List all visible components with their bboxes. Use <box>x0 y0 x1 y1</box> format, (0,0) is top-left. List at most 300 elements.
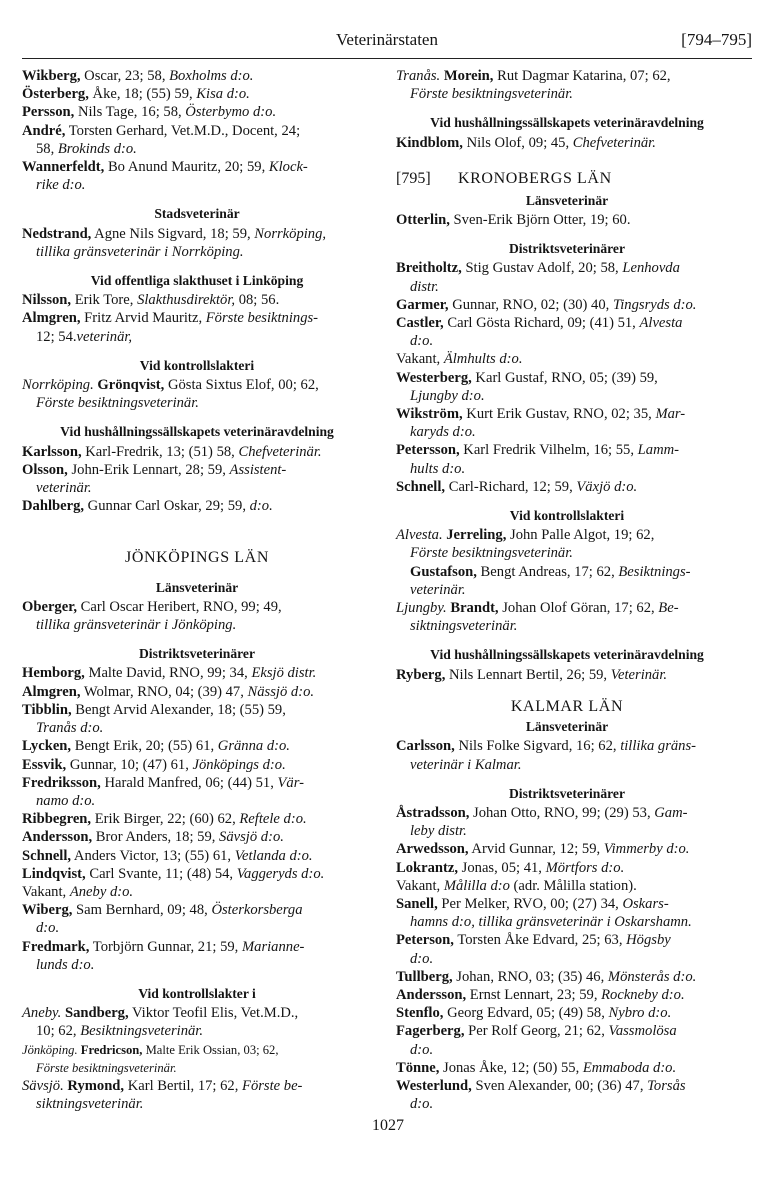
person-name: Lokrantz, <box>396 859 459 876</box>
entry-position: Slakthusdirektör, <box>137 292 236 309</box>
person-name: Wannerfeldt, <box>22 159 105 176</box>
register-entry <box>22 497 372 515</box>
continuation-italic: lunds d:o. <box>36 956 95 973</box>
entry-details: John Palle Algot, 19; 62, <box>506 527 655 544</box>
register-entry <box>396 67 738 103</box>
entry-details: Carl Oscar Heribert, RNO, 99; 49, <box>76 598 282 615</box>
person-name: Dahlberg, <box>22 498 85 515</box>
continuation-italic: Brokinds d:o. <box>57 140 137 157</box>
register-entry <box>396 859 738 877</box>
entry-position: d:o. <box>249 498 273 515</box>
entry-details: Erik Tore, <box>71 292 138 309</box>
section-number: [795] <box>396 169 431 187</box>
person-name: Österberg, <box>22 86 89 103</box>
entry-position: Mönsterås d:o. <box>607 968 697 985</box>
person-name: Sanell, <box>396 895 438 912</box>
entry-details: Erik Birger, 22; (60) 62, <box>91 811 240 828</box>
continuation-italic: Förste besiktningsveterinär. <box>410 86 573 103</box>
person-name: Andersson, <box>396 986 467 1003</box>
register-entry <box>22 756 372 774</box>
continuation-italic: d:o. <box>410 950 434 967</box>
entry-continuation <box>396 1095 738 1113</box>
entry-details: Karl Fredrik Vilhelm, 16; 55, <box>459 442 638 459</box>
person-name: Åstradsson, <box>396 804 470 821</box>
continuation-italic: veterinär. <box>36 480 92 497</box>
person-name: Olsson, <box>22 461 68 478</box>
register-entry <box>22 865 372 883</box>
person-name: Breitholtz, <box>396 260 462 277</box>
entry-position: Norrköping, <box>254 225 327 242</box>
running-title: Veterinärstaten <box>336 30 438 49</box>
person-name: Nedstrand, <box>22 225 92 242</box>
entry-details: Sven-Erik Björn Otter, 19; 60. <box>449 212 631 229</box>
entry-details: Carl Gösta Richard, 09; (41) 51, <box>443 315 640 332</box>
entry-continuation <box>396 1041 738 1059</box>
entry-position: Oskars- <box>622 895 669 912</box>
entry-position: Chefveterinär. <box>238 443 322 460</box>
entry-position: Mar- <box>655 406 686 423</box>
entry-details: Nils Olof, 09; 45, <box>462 134 573 151</box>
entry-position: Vär- <box>277 774 304 791</box>
place-label: Tranås. <box>396 68 441 84</box>
entry-continuation <box>396 756 738 774</box>
continuation-italic: karyds d:o. <box>410 424 476 441</box>
entry-position: Reftele d:o. <box>239 811 307 828</box>
entry-position: tillika gräns- <box>620 738 697 755</box>
register-entry <box>22 1077 372 1113</box>
entry-details: Nils Lennart Bertil, 26; 59, <box>445 666 611 683</box>
entry-position: Marianne- <box>241 938 305 955</box>
continuation-italic: d:o. <box>410 1096 434 1113</box>
running-header <box>22 30 752 56</box>
continuation-italic: leby distr. <box>410 823 467 840</box>
entry-position: Mörtfors d:o. <box>545 859 625 876</box>
person-name: Nilsson, <box>22 292 72 309</box>
continuation-italic: distr. <box>410 278 439 295</box>
person-name: Almgren, <box>22 310 81 327</box>
entry-continuation <box>22 1095 372 1113</box>
entry-position: Växjö d:o. <box>576 478 638 495</box>
person-name: Stenflo, <box>396 1005 444 1022</box>
entry-details: Fritz Arvid Mauritz, <box>80 310 206 327</box>
register-entry <box>22 701 372 737</box>
entry-position: Torsås <box>647 1077 686 1094</box>
register-entry <box>396 895 738 931</box>
entry-details: Bengt Andreas, 17; 62, <box>476 563 619 580</box>
entry-details: Malte Erik Ossian, 03; 62, <box>142 1042 279 1057</box>
entry-continuation <box>396 822 738 840</box>
continuation-italic: siktningsveterinär. <box>410 618 518 635</box>
person-name: André, <box>22 122 66 139</box>
register-entry <box>396 1004 738 1022</box>
continuation-italic: hamns d:o, tillika gränsveterinär i Oskarshamn. <box>410 914 692 931</box>
register-entry <box>22 443 372 461</box>
section-heading: Vid hushållningssällskapets veterinäravdelning <box>60 424 334 440</box>
entry-position: Vetlanda d:o. <box>234 847 313 864</box>
county-section-line <box>396 168 738 190</box>
entry-details-2: 08; 56. <box>235 292 280 309</box>
register-entry <box>396 441 738 477</box>
continuation-italic: Förste besiktningsveterinär. <box>36 395 199 412</box>
entry-position: Boxholms d:o. <box>169 68 254 84</box>
place-label: Norrköping. <box>22 377 94 394</box>
register-entry <box>396 405 738 441</box>
entry-continuation <box>22 328 372 346</box>
entry-position: Be- <box>658 600 679 617</box>
entry-details: Bengt Arvid Alexander, 18; (55) 59, <box>71 701 286 718</box>
entry-details: Ernst Lennart, 23; 59, <box>466 986 602 1003</box>
entry-details: Gunnar Carl Oskar, 29; 59, <box>84 498 250 515</box>
entry-position: Nässjö d:o. <box>247 683 315 700</box>
person-name: Carlsson, <box>396 738 455 755</box>
section-heading: Vid kontrollslakter i <box>138 985 256 1001</box>
header-rule <box>22 58 752 59</box>
entry-details: Per Melker, RVO, 00; (27) 34, <box>437 895 623 912</box>
register-entry <box>396 296 738 314</box>
entry-continuation <box>22 719 372 737</box>
entry-continuation <box>22 243 372 261</box>
register-entry <box>22 291 372 309</box>
entry-position: Nybro d:o. <box>608 1005 672 1022</box>
entry-position: Rockneby d:o. <box>601 986 685 1003</box>
entry-details: Viktor Teofil Elis, Vet.M.D., <box>128 1005 299 1022</box>
entry-details: Georg Edvard, 05; (49) 58, <box>443 1005 609 1022</box>
person-name: Essvik, <box>22 756 67 773</box>
person-name: Otterlin, <box>396 212 450 229</box>
section-heading: Stadsveterinär <box>154 206 240 222</box>
entry-details: Jonas Åke, 12; (50) 55, <box>439 1059 583 1076</box>
person-name: Kindblom, <box>396 134 463 151</box>
entry-details: Nils Folke Sigvard, 16; 62, <box>454 738 621 755</box>
register-entry <box>396 526 738 562</box>
entry-details: Torbjörn Gunnar, 21; 59, <box>89 938 242 955</box>
section-heading: Vid hushållningssällskapets veterinäravdelning <box>430 647 704 663</box>
entry-continuation <box>22 1022 372 1040</box>
register-entry <box>22 883 372 901</box>
register-entry <box>22 810 372 828</box>
entry-position: Aneby d:o. <box>69 883 134 900</box>
entry-continuation <box>396 950 738 968</box>
continuation-text: 12; 54. <box>36 328 77 345</box>
entry-details: Johan Otto, RNO, 99; (29) 53, <box>469 804 655 821</box>
entry-continuation <box>396 581 738 599</box>
entry-details: Per Rolf Georg, 21; 62, <box>464 1023 609 1040</box>
entry-position: Sävsjö d:o. <box>219 829 284 846</box>
entry-position: Målilla d:o <box>443 877 510 894</box>
person-name: Tullberg, <box>396 968 453 985</box>
entry-position: Förste be- <box>242 1077 303 1094</box>
person-name: Hemborg, <box>22 665 85 682</box>
entry-position: Eksjö distr. <box>251 665 317 682</box>
entry-position: Gam- <box>654 804 688 821</box>
continuation-italic: d:o. <box>36 920 60 937</box>
register-entry <box>396 968 738 986</box>
person-name: Arwedsson, <box>396 841 469 858</box>
entry-details: Vakant, <box>22 883 70 900</box>
entry-position: Vimmerby d:o. <box>603 841 690 858</box>
person-name: Fredricson, <box>77 1042 143 1057</box>
entry-details: Gunnar, 10; (47) 61, <box>66 756 193 773</box>
entry-details: Bengt Erik, 20; (55) 61, <box>71 738 218 755</box>
entry-position: Kisa d:o. <box>196 86 250 103</box>
register-entry <box>396 211 738 229</box>
entry-continuation <box>396 913 738 931</box>
register-entry <box>396 478 738 496</box>
person-name: Fagerberg, <box>396 1023 465 1040</box>
entry-continuation <box>22 919 372 937</box>
register-entry <box>22 774 372 810</box>
entry-continuation <box>22 1059 372 1077</box>
continuation-italic: siktningsveterinär. <box>36 1096 144 1113</box>
person-name: Almgren, <box>22 683 81 700</box>
register-entry <box>22 664 372 682</box>
entry-position: Lenhovda <box>622 260 680 277</box>
register-entry <box>22 683 372 701</box>
section-heading: Länsveterinär <box>525 192 609 208</box>
entry-position: Besiktnings- <box>618 563 691 580</box>
place-label: Aneby. <box>22 1005 62 1022</box>
person-name: Ribbegren, <box>22 811 92 828</box>
register-entry <box>22 309 372 345</box>
section-heading: Vid kontrollslakteri <box>139 357 255 373</box>
person-name: Andersson, <box>22 829 93 846</box>
register-entry <box>396 563 738 599</box>
register-entry <box>22 103 372 121</box>
entry-details: John-Erik Lennart, 28; 59, <box>67 461 230 478</box>
register-entry <box>22 1004 372 1040</box>
entry-details: Arvid Gunnar, 12; 59, <box>468 841 604 858</box>
entry-details: Kurt Erik Gustav, RNO, 02; 35, <box>462 406 656 423</box>
entry-details: Gunnar, RNO, 02; (30) 40, <box>448 296 613 313</box>
continuation-italic: veterinär. <box>410 581 466 598</box>
entry-position: Alvesta <box>639 315 683 332</box>
entry-details: Carl Svante, 11; (48) 54, <box>85 865 237 882</box>
entry-position: Vaggeryds d:o. <box>236 865 325 882</box>
entry-details: Bo Anund Mauritz, 20; 59, <box>104 159 269 176</box>
right-column <box>396 67 738 1113</box>
register-entry <box>396 314 738 350</box>
person-name: Garmer, <box>396 296 449 313</box>
entry-position: Chefveterinär. <box>572 134 656 151</box>
person-name: Jerreling, <box>442 527 507 544</box>
register-entry <box>22 225 372 261</box>
left-column <box>22 67 372 1113</box>
register-entry <box>396 804 738 840</box>
entry-continuation <box>22 616 372 634</box>
entry-position: Jönköpings d:o. <box>192 756 286 773</box>
entry-details: Rut Dagmar Katarina, 07; 62, <box>493 68 671 84</box>
register-entry <box>22 67 372 85</box>
entry-continuation <box>396 387 738 405</box>
entry-continuation <box>22 140 372 158</box>
entry-details: Sven Alexander, 00; (36) 47, <box>471 1077 648 1094</box>
entry-details: Anders Victor, 13; (55) 61, <box>71 847 235 864</box>
register-entry <box>396 877 738 895</box>
register-entry <box>396 1022 738 1058</box>
entry-position: Förste besiktnings- <box>205 310 319 327</box>
section-heading: Länsveterinär <box>155 579 239 595</box>
place-label: Sävsjö. <box>22 1077 64 1094</box>
entry-details: Vakant, <box>396 877 444 894</box>
entry-position: Assistent- <box>229 461 287 478</box>
entry-details: Carl-Richard, 12; 59, <box>445 478 577 495</box>
entry-continuation <box>22 792 372 810</box>
register-entry <box>396 369 738 405</box>
entry-details: Åke, 18; (55) 59, <box>88 86 197 103</box>
person-name: Westerlund, <box>396 1077 472 1094</box>
place-label: Alvesta. <box>396 527 443 544</box>
person-name: Ryberg, <box>396 666 446 683</box>
person-name: Sandberg, <box>61 1005 129 1022</box>
entry-details: Malte David, RNO, 99; 34, <box>84 665 252 682</box>
continuation-text: 10; 62, <box>36 1023 81 1040</box>
entry-details: Bror Anders, 18; 59, <box>92 829 220 846</box>
entry-details: Nils Tage, 16; 58, <box>74 104 186 121</box>
section-heading: Distriktsveterinärer <box>508 785 625 801</box>
continuation-italic: veterinär i Kalmar. <box>410 756 522 773</box>
entry-position: Österbymo d:o. <box>185 104 277 121</box>
register-entry <box>396 599 738 635</box>
entry-details: Johan, RNO, 03; (35) 46, <box>452 968 608 985</box>
entry-position: Vassmolösa <box>608 1023 677 1040</box>
register-entry <box>396 666 738 684</box>
entry-position: Klock- <box>268 159 308 176</box>
person-name: Rymond, <box>63 1077 125 1094</box>
entry-position: Lamm- <box>637 442 680 459</box>
person-name: Karlsson, <box>22 443 82 460</box>
register-entry <box>22 376 372 412</box>
person-name: Peterson, <box>396 932 454 949</box>
register-entry <box>22 938 372 974</box>
entry-continuation <box>22 176 372 194</box>
entry-position: Tingsryds d:o. <box>612 296 697 313</box>
continuation-italic: Tranås d:o. <box>36 720 104 737</box>
entry-continuation <box>396 332 738 350</box>
entry-continuation <box>22 956 372 974</box>
register-entry <box>396 986 738 1004</box>
continuation-italic: d:o. <box>410 333 434 350</box>
continuation-italic: d:o. <box>410 1041 434 1058</box>
person-name: Fredriksson, <box>22 774 101 791</box>
person-name: Persson, <box>22 104 75 121</box>
entry-details: Karl-Fredrik, 13; (51) 58, <box>81 443 239 460</box>
section-heading: Vid offentliga slakthuset i Linköping <box>90 273 304 289</box>
register-entry <box>22 158 372 194</box>
register-entry <box>396 737 738 773</box>
continuation-italic: veterinär, <box>76 328 133 345</box>
continuation-text: 58, <box>36 140 58 157</box>
continuation-italic: Besiktningsveterinär. <box>80 1023 203 1040</box>
place-label: Jönköping. <box>22 1042 78 1057</box>
section-heading: Distriktsveterinärer <box>508 241 625 257</box>
register-entry <box>22 122 372 158</box>
entry-details: Johan Olof Göran, 17; 62, <box>498 600 659 617</box>
entry-details: Gösta Sixtus Elof, 00; 62, <box>164 377 319 394</box>
register-entry <box>22 85 372 103</box>
register-entry <box>22 737 372 755</box>
entry-continuation <box>396 544 738 562</box>
entry-details-2: (adr. Målilla station). <box>509 877 637 894</box>
continuation-italic: hults d:o. <box>410 460 466 477</box>
person-name: Wikström, <box>396 406 463 423</box>
entry-position: Österkorsberga <box>211 902 303 919</box>
entry-position: Veterinär. <box>610 666 668 683</box>
register-entry <box>396 134 738 152</box>
continuation-italic: Förste besiktningsveterinär. <box>36 1060 177 1075</box>
person-name: Schnell, <box>22 847 72 864</box>
person-name: Castler, <box>396 315 444 332</box>
continuation-italic: tillika gränsveterinär i Jönköping. <box>36 617 237 634</box>
register-entry <box>22 461 372 497</box>
person-name: Grönqvist, <box>93 377 165 394</box>
register-entry <box>396 350 738 368</box>
entry-continuation <box>396 617 738 635</box>
person-name: Schnell, <box>396 478 446 495</box>
page-number: 1027 <box>372 1117 404 1134</box>
entry-details: Karl Gustaf, RNO, 05; (39) 59, <box>471 369 658 386</box>
person-name: Lycken, <box>22 738 72 755</box>
entry-continuation <box>396 278 738 296</box>
entry-continuation <box>396 85 738 103</box>
person-name: Petersson, <box>396 442 460 459</box>
entry-continuation <box>22 394 372 412</box>
register-entry <box>396 1059 738 1077</box>
entry-continuation <box>22 479 372 497</box>
person-name: Fredmark, <box>22 938 90 955</box>
section-heading: Distriktsveterinärer <box>138 646 255 662</box>
register-entry <box>22 901 372 937</box>
entry-position: Älmhults d:o. <box>443 351 523 368</box>
person-name: Westerberg, <box>396 369 472 386</box>
register-entry <box>22 847 372 865</box>
register-entry <box>22 828 372 846</box>
continuation-italic: namo d:o. <box>36 792 96 809</box>
register-entry <box>22 1041 372 1077</box>
person-name: Oberger, <box>22 598 77 615</box>
register-entry <box>396 931 738 967</box>
person-name: Lindqvist, <box>22 865 86 882</box>
page-range: [794–795] <box>681 30 752 49</box>
person-name: Wikberg, <box>22 68 81 84</box>
entry-details: Agne Nils Sigvard, 18; 59, <box>91 225 255 242</box>
section-heading: Vid kontrollslakteri <box>509 508 625 524</box>
person-name: Wiberg, <box>22 902 73 919</box>
entry-details: Wolmar, RNO, 04; (39) 47, <box>80 683 248 700</box>
entry-details: Oscar, 23; 58, <box>80 68 170 84</box>
entry-details: Harald Manfred, 06; (44) 51, <box>100 774 278 791</box>
continuation-italic: tillika gränsveterinär i Norrköping. <box>36 243 244 260</box>
county-heading: JÖNKÖPINGS LÄN <box>125 549 269 567</box>
person-name: Tibblin, <box>22 701 72 718</box>
entry-details: Vakant, <box>396 351 444 368</box>
register-entry <box>396 1077 738 1113</box>
continuation-italic: Ljungby d:o. <box>410 387 485 404</box>
entry-details: Torsten Gerhard, Vet.M.D., Docent, 24; <box>65 122 301 139</box>
entry-position: Gränna d:o. <box>217 738 290 755</box>
register-entry <box>396 840 738 858</box>
entry-details: Jonas, 05; 41, <box>458 859 546 876</box>
register-entry <box>22 598 372 634</box>
continuation-italic: Förste besiktningsveterinär. <box>410 545 573 562</box>
entry-position: Högsby <box>626 932 671 949</box>
section-heading: Länsveterinär <box>525 719 609 735</box>
person-name: Tönne, <box>396 1059 440 1076</box>
county-heading: KRONOBERGS LÄN <box>458 169 612 187</box>
entry-details: Torsten Åke Edvard, 25; 63, <box>453 932 627 949</box>
register-entry <box>396 259 738 295</box>
county-heading: KALMAR LÄN <box>510 697 624 715</box>
person-name: Gustafson, <box>410 563 477 580</box>
